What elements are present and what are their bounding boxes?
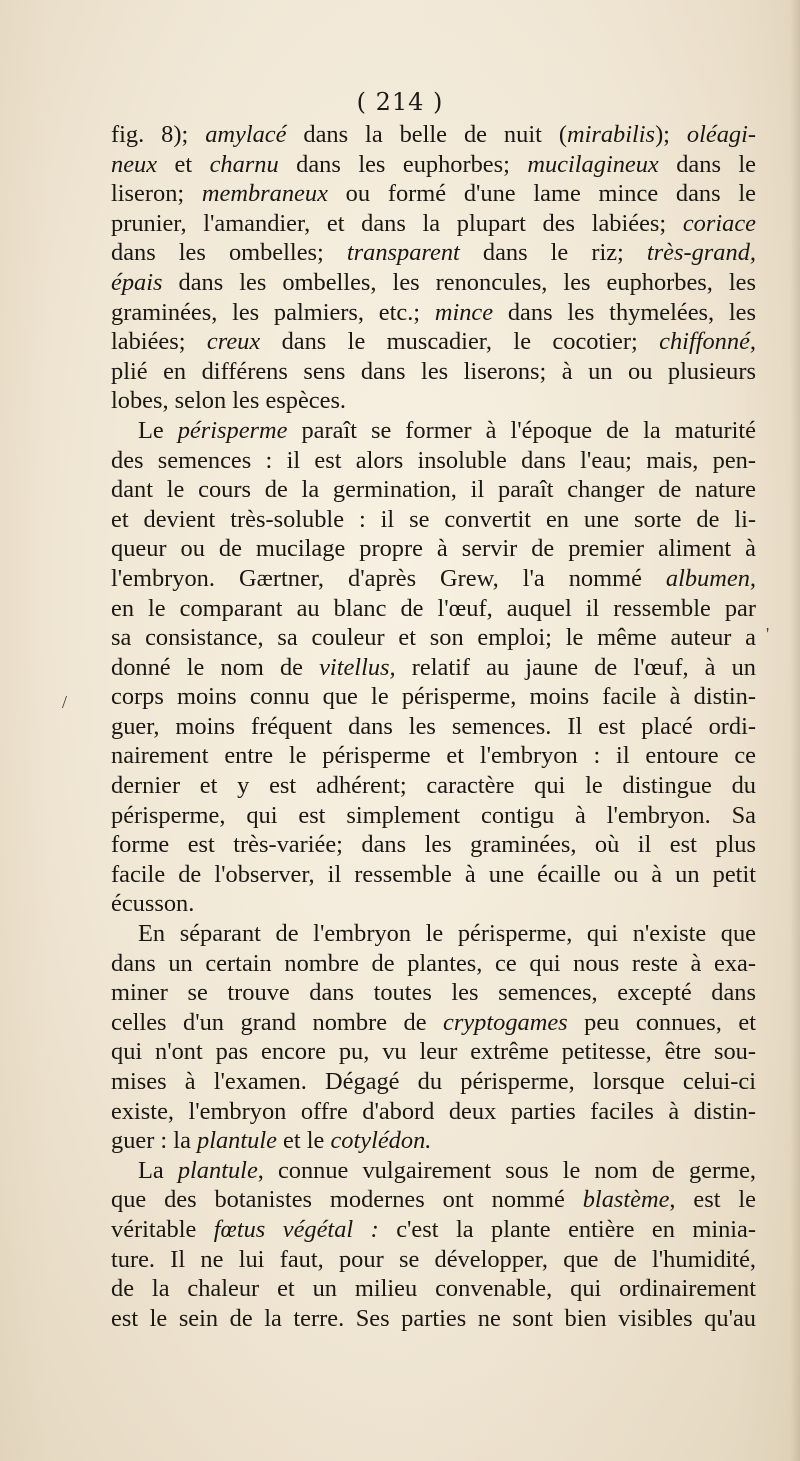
text-line: [111, 1126, 756, 1156]
text-line: [111, 712, 756, 742]
text-run: dans les thymelées, les: [493, 298, 756, 326]
text-line: [111, 298, 756, 328]
text-run: lobes, selon les espèces.: [111, 387, 347, 415]
text-line: [111, 238, 756, 268]
italic-term: membraneux: [201, 180, 328, 208]
text-run: de la chaleur et un milieu convenable, qui ordinairement: [111, 1275, 756, 1303]
text-line: [111, 594, 756, 624]
text-run: );: [655, 121, 687, 148]
italic-term: très-grand,: [646, 239, 756, 267]
italic-term: coriace: [682, 209, 756, 237]
text-run: dans les ombelles, les renoncules, les euphorbes, les: [162, 268, 756, 296]
italic-term: périsperme: [177, 416, 288, 444]
italic-term: plantule: [177, 1156, 258, 1184]
italic-term: fœtus végétal :: [213, 1215, 379, 1243]
text-line: [111, 801, 756, 831]
italic-term: blastème: [582, 1186, 670, 1214]
italic-term: mirabilis: [566, 121, 656, 148]
text-line: [111, 564, 756, 594]
text-line: [111, 475, 756, 505]
italic-term: cryptogames: [443, 1008, 568, 1036]
text-run: dans un certain nombre de plantes, ce qui nous reste à exa-: [111, 949, 756, 977]
text-line: [111, 978, 756, 1008]
text-line: [111, 889, 756, 919]
text-run: , connue vulgairement sous le nom de germe,: [257, 1156, 757, 1184]
italic-term: mucilagineux: [527, 150, 659, 178]
text-line: [111, 386, 756, 416]
text-line: [111, 120, 756, 150]
text-line: [111, 179, 756, 209]
text-run: , est le: [669, 1186, 756, 1214]
text-run: dant le cours de la germination, il paraît changer de nature: [111, 476, 756, 504]
text-run: et le: [276, 1127, 331, 1155]
text-line: [111, 771, 756, 801]
italic-term: chiffonné,: [659, 328, 757, 356]
text-line: [111, 830, 756, 860]
text-run: paraît se former à l'époque de la maturité: [287, 416, 756, 444]
text-run: graminées, les palmiers, etc.;: [111, 298, 435, 326]
text-line: [111, 1245, 756, 1275]
text-run: qui n'ont pas encore pu, vu leur extrême petitesse, être sou-: [111, 1038, 756, 1066]
text-line: [111, 682, 756, 712]
text-run: ou formé d'une lame mince dans le: [327, 180, 756, 208]
text-line: [111, 1156, 756, 1186]
text-run: mises à l'examen. Dégagé du périsperme, lorsque celui-ci: [111, 1068, 756, 1095]
text-line: [111, 534, 756, 564]
text-line: [111, 1037, 756, 1067]
text-line: [111, 949, 756, 979]
text-run: dans le riz;: [459, 239, 647, 267]
text-run: sa consistance, sa couleur et son emploi; le même auteur a: [111, 624, 756, 652]
text-line: [111, 327, 756, 357]
text-run: prunier, l'amandier, et dans la plupart des labiées;: [111, 209, 683, 237]
text-run: En séparant de l'embryon le périsperme, qui n'existe que: [138, 920, 756, 948]
text-line: [111, 1097, 756, 1127]
text-line: [111, 416, 756, 446]
text-run: relatif au jaune de l'œuf, à un: [395, 653, 757, 681]
text-run: miner se trouve dans toutes les semences, excepté dans: [111, 979, 756, 1007]
text-run: et devient très-soluble : il se convertit en une sorte de li-: [111, 505, 756, 533]
text-line: [111, 357, 756, 387]
text-run: facile de l'observer, il ressemble à une écaille ou à un petit: [111, 860, 756, 888]
text-line: [111, 860, 756, 890]
italic-term: épais: [111, 268, 163, 296]
text-line: [111, 919, 756, 949]
page-number: ( 214 ): [356, 88, 444, 116]
text-line: [111, 209, 756, 239]
text-run: existe, l'embryon offre d'abord deux parties faciles à distin-: [111, 1097, 756, 1125]
text-run: labiées;: [111, 328, 207, 356]
text-run: donné le nom de: [111, 653, 320, 681]
text-line: [111, 1215, 756, 1245]
text-line: [111, 150, 756, 180]
text-run: fig. 8);: [111, 121, 206, 148]
text-line: [111, 623, 756, 653]
text-run: queur ou de mucilage propre à servir de premier aliment à: [111, 535, 756, 563]
text-run: l'embryon. Gærtner, d'après Grew, l'a nommé: [111, 564, 666, 592]
text-run: écusson.: [111, 890, 195, 918]
text-run: ture. Il ne lui faut, pour se développer, que de l'humidité,: [111, 1245, 756, 1273]
text-run: dans les ombelles;: [111, 239, 347, 267]
text-run: que des botanistes modernes ont nommé: [111, 1186, 583, 1214]
text-line: [111, 1008, 756, 1038]
text-run: nairement entre le périsperme et l'embryon : il entoure ce: [111, 742, 756, 770]
italic-term: charnu: [209, 150, 279, 178]
text-line: [111, 741, 756, 771]
body-text: [111, 120, 756, 1333]
italic-term: plantule: [197, 1127, 277, 1155]
italic-term: cotylédon.: [330, 1127, 432, 1155]
text-run: en le comparant au blanc de l'œuf, auquel il ressemble par: [111, 594, 756, 622]
text-run: peu connues, et: [567, 1008, 756, 1036]
text-run: et: [157, 150, 210, 178]
margin-mark-right: ': [766, 624, 770, 644]
text-run: dernier et y est adhérent; caractère qui le distingue du: [111, 772, 756, 800]
text-run: dans les euphorbes;: [278, 150, 528, 178]
text-run: Le: [138, 416, 178, 444]
text-line: [111, 446, 756, 476]
text-run: corps moins connu que le périsperme, moins facile à distin-: [111, 683, 756, 711]
text-line: [111, 1185, 756, 1215]
italic-term: transparent: [346, 239, 460, 267]
text-run: dans le: [658, 150, 756, 178]
italic-term: vitellus,: [319, 653, 396, 681]
text-run: c'est la plante entière en minia-: [378, 1215, 757, 1243]
italic-term: albumen,: [665, 564, 756, 592]
text-line: [111, 653, 756, 683]
page-edge-shadow: [790, 0, 800, 1461]
italic-term: neux: [111, 150, 158, 178]
italic-term: oléagi-: [686, 121, 757, 148]
text-run: dans la belle de nuit (: [286, 121, 567, 148]
text-run: celles d'un grand nombre de: [111, 1008, 444, 1036]
text-line: [111, 1304, 756, 1334]
text-run: liseron;: [111, 180, 202, 208]
italic-term: amylacé: [205, 121, 287, 148]
text-run: La: [138, 1156, 178, 1184]
text-line: [111, 1067, 756, 1097]
text-run: forme est très-variée; dans les graminées, où il est plus: [111, 831, 756, 859]
italic-term: creux: [206, 328, 261, 356]
italic-term: mince: [434, 298, 494, 326]
text-run: est le sein de la terre. Ses parties ne sont bien visibles qu'au: [111, 1304, 756, 1332]
margin-mark-left: /: [62, 692, 68, 712]
text-line: [111, 1274, 756, 1304]
text-run: guer, moins fréquent dans les semences. Il est placé ordi-: [111, 712, 756, 740]
text-run: des semences : il est alors insoluble dans l'eau; mais, pen-: [111, 446, 756, 474]
text-run: guer : la: [111, 1127, 198, 1155]
text-line: [111, 268, 756, 298]
text-run: plié en différens sens dans les liserons; à un ou plusieurs: [111, 357, 756, 385]
text-line: [111, 505, 756, 535]
text-run: véritable: [111, 1215, 214, 1243]
text-run: périsperme, qui est simplement contigu à l'embryon. Sa: [111, 801, 756, 829]
text-run: dans le muscadier, le cocotier;: [260, 328, 660, 356]
